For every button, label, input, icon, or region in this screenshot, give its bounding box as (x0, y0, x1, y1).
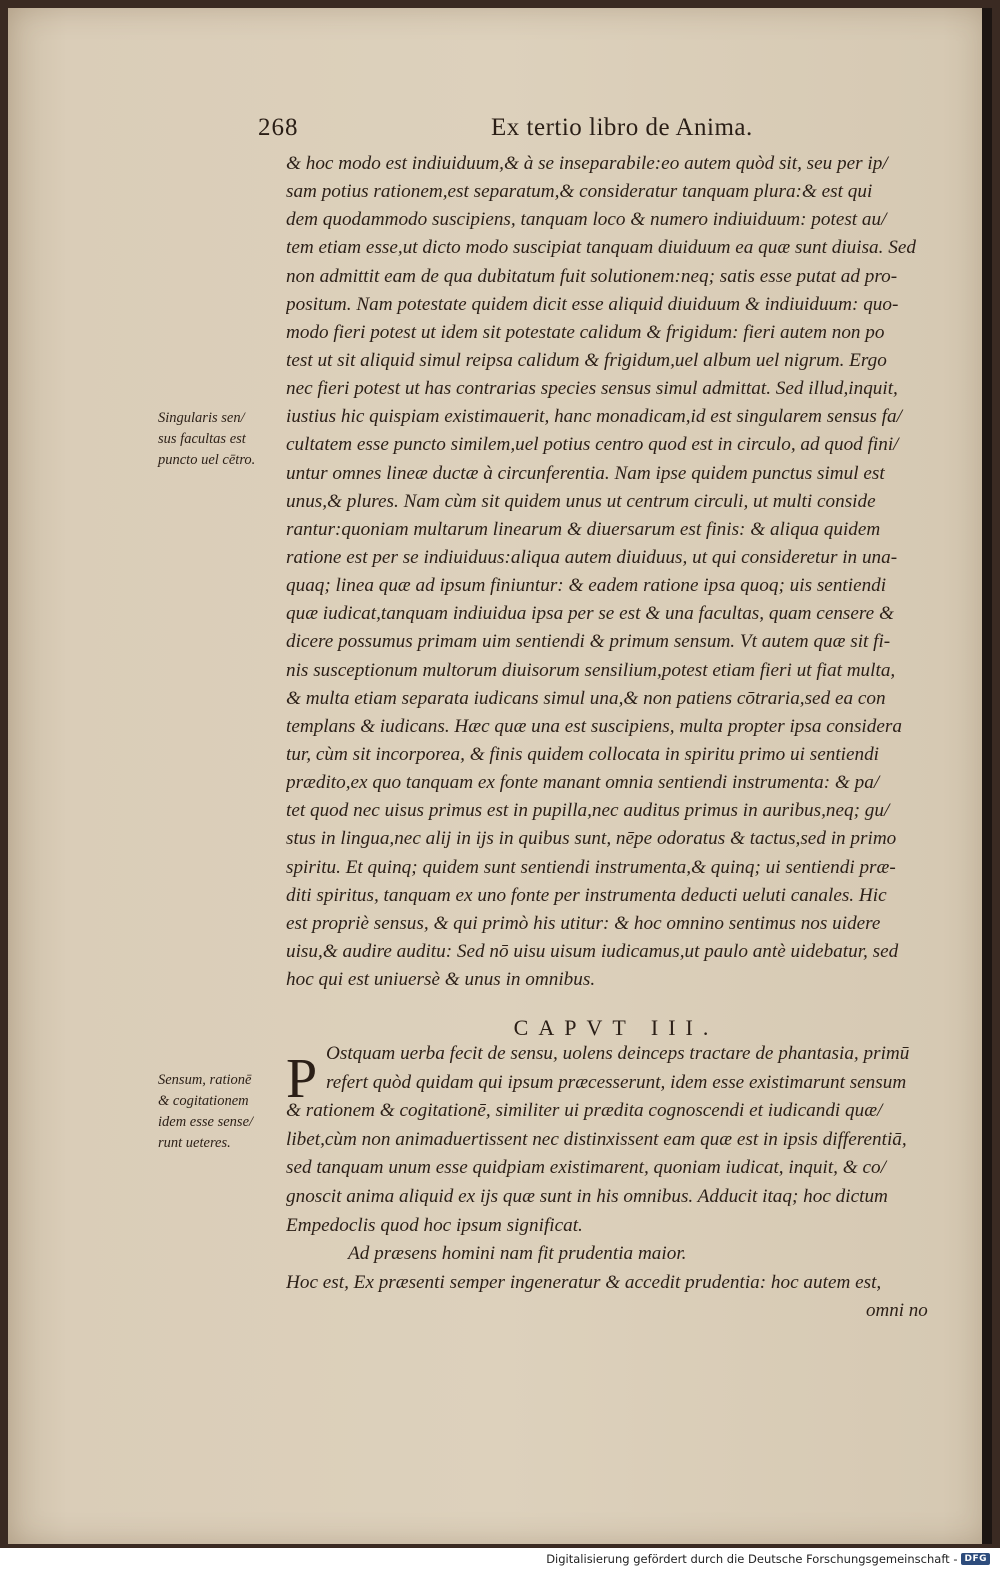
drop-initial: P (286, 1048, 318, 1110)
page-number: 268 (258, 114, 299, 141)
chapter-text-block (286, 1040, 946, 1297)
text-line: nec fieri potest ut has contrarias species sensus simul admittat. Sed illud,inquit, (286, 378, 898, 400)
running-title: Ex tertio libro de Anima. (491, 114, 753, 141)
text-line: tur, cùm sit incorporea, & finis quidem collocata in spiritu primo ui sentiendi (286, 743, 880, 765)
text-line: uisu,& audire auditu: Sed nō uisu uisum iudicamus,ut paulo antè uidebatur, sed (286, 940, 899, 962)
text-line: dicere possumus primam uim sentiendi & primum sensum. Vt autem quæ sit fi- (286, 631, 891, 653)
text-line: stus in lingua,nec alij in ijs in quibus sunt, nēpe odoratus & tactus,sed in primo (286, 828, 897, 850)
chapter-heading: CAPVT III. (513, 1015, 719, 1040)
footer-bar (0, 1548, 1000, 1572)
running-head (258, 114, 958, 148)
text-line: Empedoclis quod hoc ipsum significat. (286, 1214, 583, 1236)
marginal-line: puncto uel cētro. (158, 452, 256, 468)
text-line: Hoc est, Ex præsenti semper ingeneratur & accedit prudentia: hoc autem est, (286, 1271, 882, 1293)
text-line: positum. Nam potestate quidem dicit esse aliquid diuiduum & indiuiduum: quo- (286, 293, 899, 315)
text-line: hoc qui est uniuersè & unus in omnibus. (286, 969, 596, 991)
marginal-note (158, 1070, 283, 1154)
text-line: non admittit eam de qua dubitatum fuit solutionem:neq; satis esse putat ad pro- (286, 265, 898, 287)
text-line: sam potius rationem,est separatum,& consideratur tanquam plura:& est qui (286, 181, 873, 203)
text-line: cultatem esse puncto similem,uel potius centro quod est in circulo, ad quod fini/ (286, 434, 899, 456)
funding-text: Digitalisierung gefördert durch die Deutsche Forschungsgemeinschaft - (546, 1552, 958, 1566)
text-line: ratione est per se indiuiduus:aliqua autem diuiduus, ut qui consideretur in una- (286, 546, 898, 568)
text-line: quaq; linea quæ ad ipsum finiuntur: & eadem ratione ipsa quoq; uis sentiendi (286, 575, 887, 597)
text-line: & hoc modo est indiuiduum,& à se inseparabile:eo autem quòd sit, seu per ip/ (286, 153, 888, 174)
page-gutter (982, 8, 992, 1544)
text-line: diti spiritus, tanquam ex uno fonte per instrumenta deducti ueluti canales. Hic (286, 884, 887, 906)
text-line: iustius hic quispiam existimauerit, hanc monadicam,id est singularem sensus fa/ (286, 406, 902, 428)
marginal-line: Singularis sen/ (158, 410, 245, 426)
marginal-line: runt ueteres. (158, 1135, 231, 1151)
text-line: refert quòd quidam qui ipsum præcesserunt, idem esse existimarunt sensum (326, 1071, 907, 1093)
text-line: quæ iudicat,tanquam indiuidua ipsa per se est & una facultas, quam censere & (286, 603, 894, 625)
marginal-line: idem esse sense/ (158, 1114, 254, 1130)
text-line: unus,& plures. Nam cùm sit quidem unus ut centrum circuli, ut multi conside (286, 490, 876, 512)
marginal-line: & cogitationem (158, 1093, 249, 1109)
text-line: Ostquam uerba fecit de sensu, uolens deinceps tractare de phantasia, primū (326, 1043, 910, 1064)
funding-note (546, 1552, 990, 1566)
text-line: & multa etiam separata iudicans simul una,& non patiens cōtraria,sed ea con (286, 687, 886, 709)
text-line: spiritu. Et quinq; quidem sunt sentiendi instrumenta,& quinq; ui sentiendi præ- (286, 856, 896, 878)
text-line: dem quodammodo suscipiens, tanquam loco & numero indiuiduum: potest au/ (286, 209, 887, 231)
verse-line: Ad præsens homini nam fit prudentia maior. (348, 1243, 687, 1265)
text-line: nis susceptionum multorum diuisorum sensilium,potest etiam fieri ut fiat multa, (286, 659, 896, 681)
text-line: sed tanquam unum esse quidpiam existimarent, quoniam iudicat, inquit, & co/ (286, 1157, 886, 1179)
text-line: modo fieri potest ut idem sit potestate calidum & frigidum: fieri autem non po (286, 321, 885, 343)
text-line: est propriè sensus, & qui primò his utitur: & hoc omnino sentimus nos uidere (286, 912, 881, 934)
text-line: libet,cùm non animaduertissent nec distinxissent eam quæ est in ipsis differentiā, (286, 1128, 907, 1150)
text-line: & rationem & cogitationē, similiter ui prædita cognoscendi et iudicandi quæ/ (286, 1100, 883, 1122)
catchword: omni no (866, 1300, 928, 1321)
text-line: gnoscit anima aliquid ex ijs quæ sunt in his omnibus. Adducit itaq; hoc dictum (286, 1185, 888, 1207)
main-text-block (286, 150, 946, 994)
marginal-note (158, 408, 283, 471)
text-line: tet quod nec uisus primus est in pupilla,nec auditus primus in auribus,neq; gu/ (286, 800, 890, 822)
dfg-logo-icon: DFG (961, 1553, 990, 1565)
text-line: untur omnes lineæ ductæ à circunferentia. Nam ipse quidem punctus simul est (286, 462, 885, 484)
marginal-line: sus facultas est (158, 431, 246, 447)
marginal-line: Sensum, rationē (158, 1072, 252, 1088)
book-page (8, 8, 992, 1544)
text-line: prædito,ex quo tanquam ex fonte manant omnia sentiendi instrumenta: & pa/ (286, 772, 880, 794)
text-line: rantur:quoniam multarum linearum & diuersarum est finis: & aliqua quidem (286, 518, 881, 540)
text-line: tem etiam esse,ut dicto modo suscipiat tanquam diuiduum ea quæ sunt diuisa. Sed (286, 237, 916, 259)
text-line: templans & iudicans. Hæc quæ una est suscipiens, multa propter ipsa considera (286, 715, 902, 737)
text-line: test ut sit aliquid simul reipsa calidum & frigidum,uel album uel nigrum. Ergo (286, 349, 887, 371)
